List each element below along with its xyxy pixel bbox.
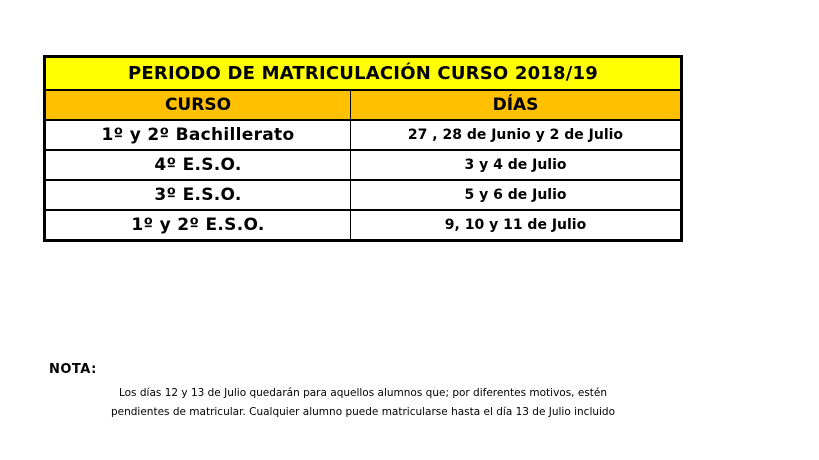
dias-cell: 9, 10 y 11 de Julio (351, 210, 682, 241)
note-label: NOTA: (49, 362, 97, 377)
curso-cell: 1º y 2º E.S.O. (45, 210, 351, 241)
table-row (45, 120, 682, 150)
column-header-dias: DÍAS (351, 90, 682, 120)
table-row (45, 180, 682, 210)
note-text (40, 384, 686, 422)
table-title-row (45, 57, 682, 91)
enrollment-period-table (43, 55, 683, 242)
dias-cell: 27 , 28 de Junio y 2 de Julio (351, 120, 682, 150)
curso-cell: 3º E.S.O. (45, 180, 351, 210)
table-title: PERIODO DE MATRICULACIÓN CURSO 2018/19 (45, 57, 682, 91)
table-header-row (45, 90, 682, 120)
column-header-curso: CURSO (45, 90, 351, 120)
table-row (45, 210, 682, 241)
table-row (45, 150, 682, 180)
note-line-1: Los días 12 y 13 de Julio quedarán para aquellos alumnos que; por diferentes motivos, estén (118, 387, 608, 399)
curso-cell: 1º y 2º Bachillerato (45, 120, 351, 150)
dias-cell: 3 y 4 de Julio (351, 150, 682, 180)
dias-cell: 5 y 6 de Julio (351, 180, 682, 210)
curso-cell: 4º E.S.O. (45, 150, 351, 180)
note-line-2: pendientes de matricular. Cualquier alumno puede matricularse hasta el día 13 de Julio incluido (110, 406, 616, 418)
